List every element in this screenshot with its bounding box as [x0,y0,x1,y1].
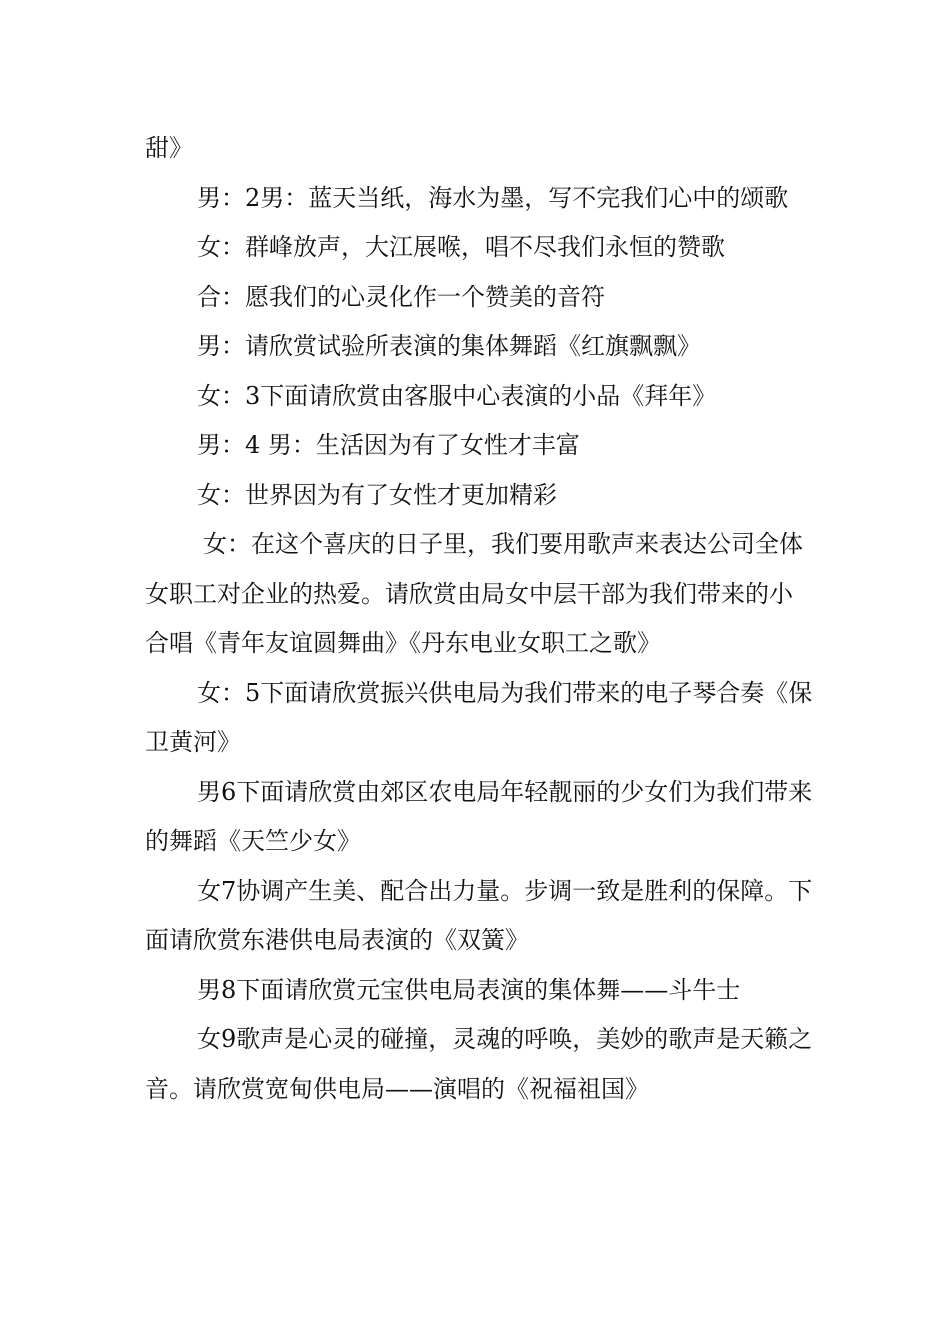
paragraph-4: 合：愿我们的心灵化作一个赞美的音符 [197,282,605,311]
paragraph-3: 女：群峰放声，大江展喉，唱不尽我们永恒的赞歌 [197,233,725,261]
document-body [145,124,815,1114]
paragraph-1: 甜》 [145,134,193,162]
paragraph-12: 女7协调产生美、配合出力量。步调一致是胜利的保障。下面请欣赏东港供电局表演的《双簧》 [145,876,813,954]
paragraph-11: 男6下面请欣赏由郊区农电局年轻靓丽的少女们为我们带来的舞蹈《天竺少女》 [145,777,813,855]
paragraph-6: 女：3下面请欣赏由客服中心表演的小品《拜年》 [197,381,717,410]
paragraph-7: 男：4 男：生活因为有了女性才丰富 [197,431,580,459]
paragraph-5: 男：请欣赏试验所表演的集体舞蹈《红旗飘飘》 [197,332,701,360]
paragraph-8: 女：世界因为有了女性才更加精彩 [197,480,557,509]
paragraph-13: 男8下面请欣赏元宝供电局表演的集体舞——斗牛士 [197,975,741,1004]
paragraph-10: 女：5下面请欣赏振兴供电局为我们带来的电子琴合奏《保卫黄河》 [145,678,813,756]
paragraph-9: 女：在这个喜庆的日子里，我们要用歌声来表达公司全体女职工对企业的热爱。请欣赏由局女中层干部为我们带来的小合唱《青年友谊圆舞曲》《丹东电业女职工之歌》 [145,530,803,657]
paragraph-2: 男：2男：蓝天当纸，海水为墨，写不完我们心中的颂歌 [197,183,789,212]
paragraph-14: 女9歌声是心灵的碰撞，灵魂的呼唤，美妙的歌声是天籁之音。请欣赏宽甸供电局——演唱的《祝福祖国》 [145,1025,813,1103]
